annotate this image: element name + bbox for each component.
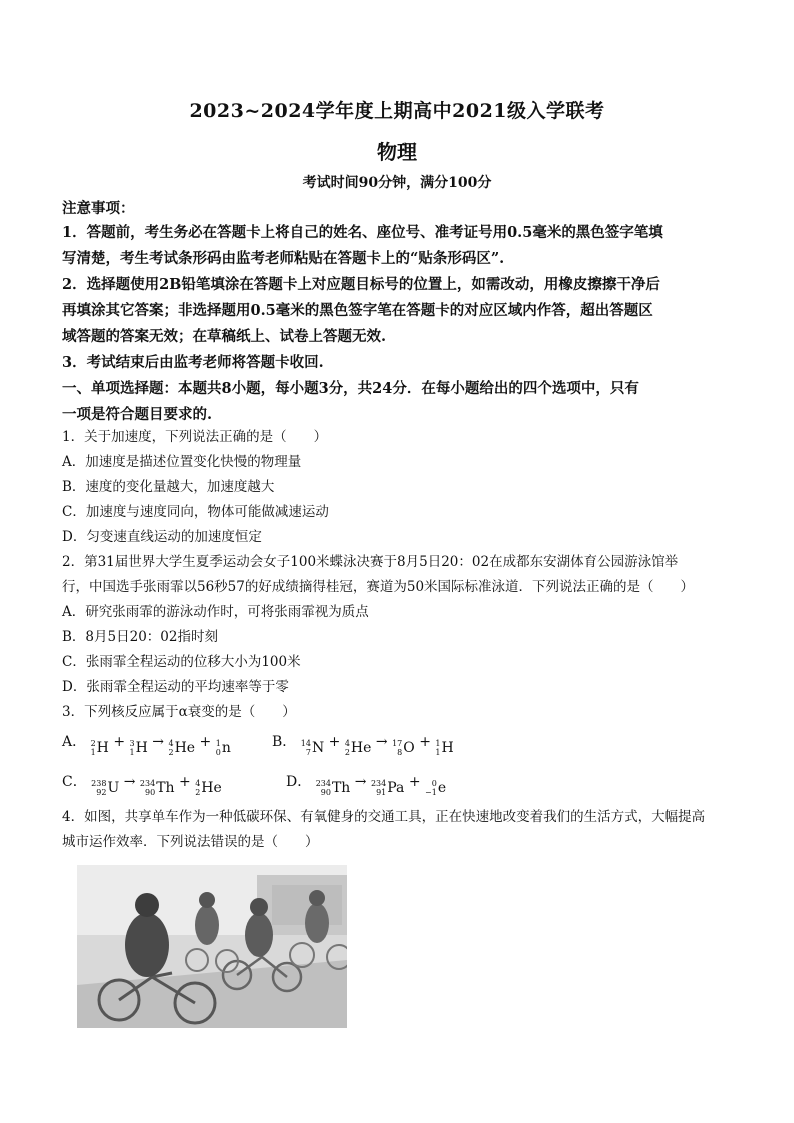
note-2-line-2: 再填涂其它答案；非选择题用0.5毫米的黑色签字笔在答题卡的对应区域内作答，超出答题区 [62, 302, 653, 319]
element-symbol: He [350, 740, 372, 756]
element-symbol: U [107, 780, 120, 796]
atomic-number: 8 [397, 748, 403, 757]
shared-bikes-illustration [77, 865, 347, 1028]
nuclide [345, 739, 372, 757]
mass-number: 1 [215, 739, 221, 748]
element-symbol: n [221, 740, 231, 756]
nuclide [195, 779, 222, 797]
q1-option-a: A．加速度是描述位置变化快慢的物理量 [62, 454, 302, 470]
q2-option-c: C．张雨霏全程运动的位移大小为100米 [62, 654, 301, 670]
mass-number: 0 [431, 779, 437, 788]
element-symbol: Pa [387, 780, 405, 796]
atomic-number: 90 [320, 788, 331, 797]
atomic-number: 1 [90, 748, 96, 757]
q3-option-d [286, 771, 446, 797]
nuclide [371, 779, 404, 797]
mass-number: 4 [344, 739, 350, 748]
q4-stem-line-2: 城市运作效率．下列说法错误的是（ ） [62, 834, 319, 850]
element-symbol: Th [331, 780, 351, 796]
q3-option-b [272, 731, 454, 757]
atomic-number: 1 [129, 748, 135, 757]
mass-number: 234 [315, 779, 331, 788]
nuclide [91, 779, 119, 797]
element-symbol: e [437, 780, 447, 796]
element-symbol: He [201, 780, 222, 796]
mass-number: 234 [370, 779, 387, 788]
q3-stem: 3．下列核反应属于α衰变的是（ ） [62, 704, 296, 720]
mass-number: 17 [392, 739, 403, 748]
exam-title: 2023~2024学年度上期高中2021级入学联考 [189, 100, 605, 122]
plus-sign: + [408, 774, 421, 790]
reaction-arrow: → [123, 774, 136, 790]
plus-sign: + [328, 734, 341, 750]
exam-info: 考试时间90分钟，满分100分 [302, 175, 492, 191]
q3-option-b-label: B． [272, 734, 297, 750]
subject-title: 物理 [377, 140, 417, 164]
mass-number: 238 [91, 779, 107, 788]
nuclide [435, 739, 453, 757]
atomic-number: 2 [344, 748, 350, 757]
q2-stem-line-2: 行，中国选手张雨霏以56秒57的好成绩摘得桂冠，赛道为50米国际标准泳道．下列说法正确的是（ ） [62, 579, 695, 595]
q3-option-c [62, 771, 222, 797]
q2-stem-line-1: 2．第31届世界大学生夏季运动会女子100米蝶泳决赛于8月5日20：02在成都东安湖体育公园游泳馆举 [62, 554, 679, 570]
section-1-line-2: 一项是符合题目要求的. [62, 406, 213, 423]
note-1-line-2: 写清楚，考生考试条形码由监考老师粘贴在答题卡上的“贴条形码区”. [62, 250, 505, 267]
mass-number: 4 [195, 779, 201, 788]
nuclide [91, 739, 109, 757]
nuclide [316, 779, 351, 797]
mass-number: 4 [168, 739, 174, 748]
note-3: 3．考试结束后由监考老师将答题卡收回. [62, 354, 324, 371]
reaction-arrow: → [375, 734, 388, 750]
element-symbol: He [174, 740, 196, 756]
element-symbol: Th [156, 780, 175, 796]
q1-option-d: D．匀变速直线运动的加速度恒定 [62, 529, 262, 545]
shared-bikes-photo [77, 865, 347, 1028]
q2-option-d: D．张雨霏全程运动的平均速率等于零 [62, 679, 289, 695]
q2-option-b: B．8月5日20：02指时刻 [62, 629, 218, 645]
q3-option-d-label: D． [286, 774, 312, 790]
plus-sign: + [199, 734, 212, 750]
mass-number: 14 [300, 739, 311, 748]
note-2-line-1: 2．选择题使用2B铅笔填涂在答题卡上对应题目标号的位置上，如需改动，用橡皮擦擦干净后 [62, 276, 660, 293]
atomic-number: 7 [305, 748, 311, 757]
mass-number: 234 [139, 779, 156, 788]
nuclide [168, 739, 195, 757]
nuclide [140, 779, 175, 797]
plus-sign: + [419, 734, 431, 750]
reaction-arrow: → [152, 734, 165, 750]
q1-stem: 1．关于加速度，下列说法正确的是（ ） [62, 429, 328, 445]
q3-option-a-label: A． [62, 734, 87, 750]
section-1-line-1: 一、单项选择题：本题共8小题，每小题3分，共24分．在每小题给出的四个选项中，只有 [62, 380, 639, 397]
plus-sign: + [179, 774, 191, 790]
nuclide [392, 739, 415, 757]
atomic-number: 90 [145, 788, 156, 797]
mass-number: 1 [435, 739, 441, 748]
note-2-line-3: 域答题的答案无效；在草稿纸上、试卷上答题无效. [62, 328, 387, 345]
atomic-number: 0 [215, 748, 221, 757]
note-1-line-1: 1．答题前，考生务必在答题卡上将自己的姓名、座位号、准考证号用0.5毫米的黑色签字笔填 [62, 224, 663, 241]
element-symbol: N [311, 740, 325, 756]
nuclide [130, 739, 148, 757]
element-symbol: H [441, 740, 454, 756]
q1-option-c: C．加速度与速度同向，物体可能做减速运动 [62, 504, 329, 520]
nuclide [301, 739, 324, 757]
notes-heading: 注意事项： [62, 200, 135, 217]
q1-option-b: B．速度的变化量越大，加速度越大 [62, 479, 275, 495]
atomic-number: 1 [435, 748, 441, 757]
atomic-number: 91 [376, 788, 387, 797]
atomic-number: 2 [168, 748, 174, 757]
mass-number: 2 [90, 739, 96, 748]
q3-option-a [62, 731, 231, 757]
nuclide [425, 779, 446, 797]
q2-option-a: A．研究张雨霏的游泳动作时，可将张雨霏视为质点 [62, 604, 369, 620]
atomic-number: 2 [195, 788, 201, 797]
reaction-arrow: → [354, 774, 367, 790]
atomic-number: −1 [425, 788, 437, 797]
mass-number: 3 [129, 739, 135, 748]
q3-option-c-label: C． [62, 774, 87, 790]
element-symbol: H [135, 740, 148, 756]
nuclide [216, 739, 231, 757]
atomic-number: 92 [96, 788, 107, 797]
q4-stem-line-1: 4．如图，共享单车作为一种低碳环保、有氧健身的交通工具，正在快速地改变着我们的生活方式，大幅提高 [62, 809, 706, 825]
plus-sign: + [113, 734, 126, 750]
element-symbol: O [403, 740, 415, 756]
element-symbol: H [96, 740, 109, 756]
